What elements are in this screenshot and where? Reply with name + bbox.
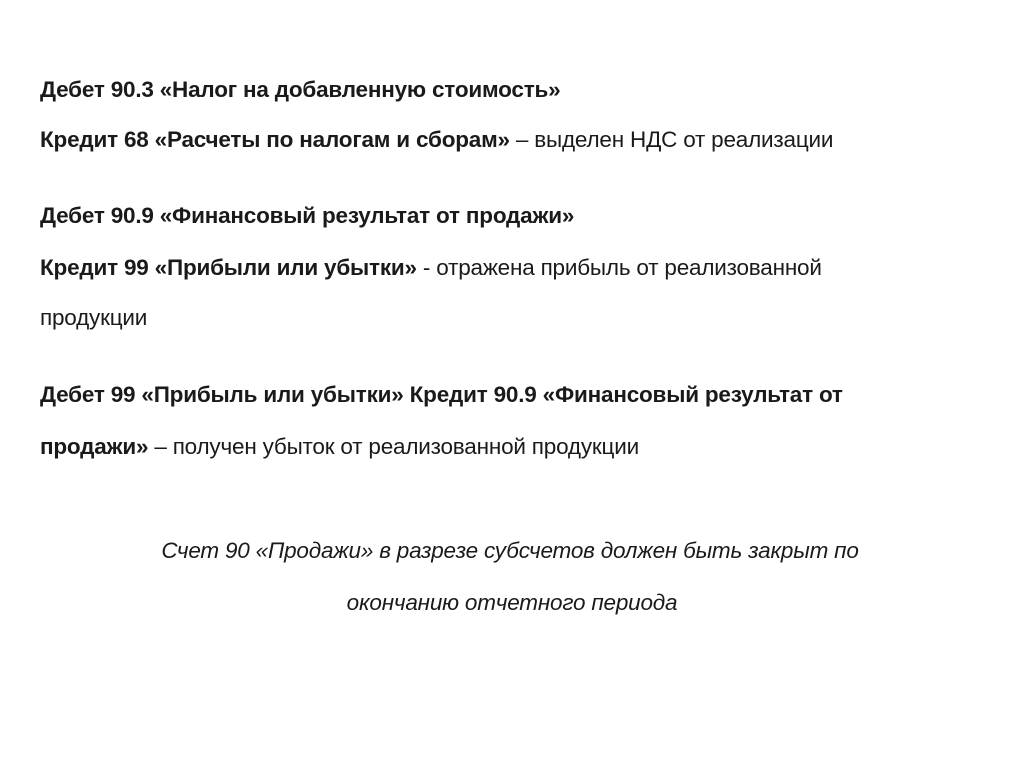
entry-3-account-end: продажи» — [40, 434, 149, 459]
entry-2-description: - отражена прибыль от реализованной — [416, 255, 822, 280]
entry-1-description: – выделен НДС от реализации — [509, 127, 834, 152]
entry-2-credit-account: Кредит 99 «Прибыли или убытки» — [40, 255, 417, 280]
entry-1-debit: Дебет 90.3 «Налог на добавленную стоимость» — [40, 77, 561, 102]
entry-2-debit: Дебет 90.9 «Финансовый результат от продажи» — [40, 203, 575, 228]
entry-1-credit — [40, 126, 833, 154]
entry-2-description-cont: продукции — [40, 305, 148, 330]
entry-3-description: – получен убыток от реализованной продукции — [148, 434, 639, 459]
closing-note-line-1: Счет 90 «Продажи» в разрезе субсчетов должен быть закрыт по — [161, 538, 859, 563]
entry-1-credit-account: Кредит 68 «Расчеты по налогам и сборам» — [40, 127, 510, 152]
entry-2-credit — [40, 254, 822, 282]
entry-3-line-2 — [40, 433, 639, 461]
entry-3-line-1: Дебет 99 «Прибыль или убытки» Кредит 90.9 «Финансовый результат от — [40, 382, 843, 407]
closing-note-line-2: окончанию отчетного периода — [346, 590, 678, 615]
